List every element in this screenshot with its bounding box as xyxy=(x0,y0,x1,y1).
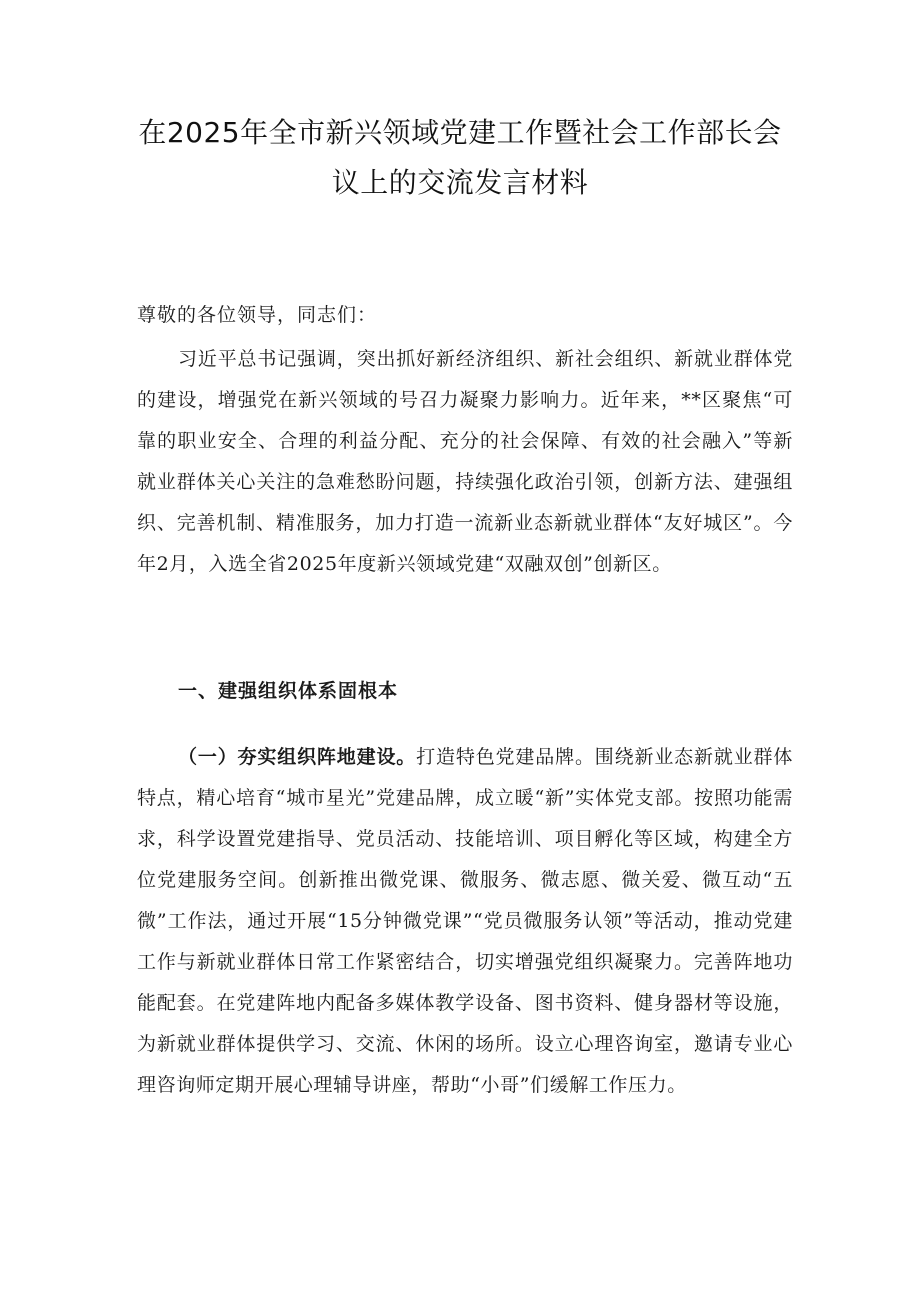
salutation: 尊敬的各位领导，同志们： xyxy=(137,304,378,326)
subsection-body: 打造特色党建品牌。围绕新业态新就业群体特点，精心培育“城市星光”党建品牌，成立暖“新”实体党支部。按照功能需求，科学设置党建指导、党员活动、技能培训、项目孵化等区域，构建全方位党建服务空间。创新推出微党课、微服务、微志愿、微关爱、微互动“五微”工作法，通过开展“15分钟微党课”“党员微服务认领”等活动，推动党建工作与新就业群体日常工作紧密结合，切实增强党组织凝聚力。完善阵地功能配套。在党建阵地内配备多媒体教学设备、图书资料、健身器材等设施，为新就业群体提供学习、交流、休闲的场所。设立心理咨询室，邀请专业心理咨询师定期开展心理辅导讲座，帮助“小哥”们缓解工作压力。 xyxy=(137,746,794,1096)
subsection-lead: （一）夯实组织阵地建设。 xyxy=(178,746,417,768)
document-title xyxy=(120,108,800,208)
paragraph-subsection xyxy=(137,737,793,1106)
title-line-2: 议上的交流发言材料 xyxy=(331,166,589,199)
section-heading: 一、建强组织体系固根本 xyxy=(178,680,399,702)
title-line-1: 在2025年全市新兴领域党建工作暨社会工作部长会 xyxy=(138,116,782,149)
paragraph-intro: 习近平总书记强调，突出抓好新经济组织、新社会组织、新就业群体党的建设，增强党在新兴领域的号召力凝聚力影响力。近年来，**区聚焦“可靠的职业安全、合理的利益分配、充分的社会保障、有效的社会融入”等新就业群体关心关注的急难愁盼问题，持续强化政治引领，创新方法、建强组织、完善机制、精准服务，加力打造一流新业态新就业群体“友好城区”。今年2月，入选全省2025年度新兴领域党建“双融双创”创新区。 xyxy=(137,348,793,575)
